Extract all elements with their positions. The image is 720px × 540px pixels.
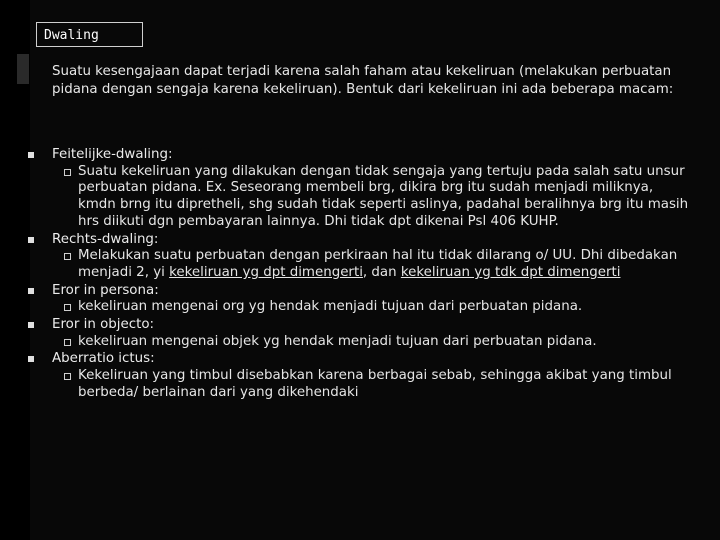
list-item-aberratio (0, 350, 692, 368)
slide-title: Dwaling (36, 22, 143, 47)
item-label: Aberratio ictus: (52, 351, 155, 367)
square-bullet-icon (28, 288, 34, 294)
square-bullet-icon (28, 322, 34, 328)
hollow-square-bullet-icon (64, 169, 71, 176)
list-item-rechts (0, 231, 692, 249)
intro-paragraph: Suatu kesengajaan dapat terjadi karena salah faham atau kekeliruan (melakukan perbuatan pidana dengan sengaja karena kekeliruan). Bentuk dari kekeliruan ini ada beberapa macam: (52, 64, 674, 97)
square-bullet-icon (28, 237, 34, 243)
item-label: Eror in persona: (52, 282, 159, 298)
list-item-eror-objecto (0, 316, 692, 334)
underlined-term: kekeliruan yg dpt dimengerti (169, 264, 363, 280)
hollow-square-bullet-icon (64, 373, 71, 380)
sub-item-feitelijke (0, 164, 690, 231)
hollow-square-bullet-icon (64, 304, 71, 311)
square-bullet-icon (28, 152, 34, 158)
list-item-feitelijke (0, 146, 692, 164)
sub-item-rechts (0, 248, 690, 282)
item-label: Feitelijke-dwaling: (52, 147, 173, 162)
item-label: Eror in objecto: (52, 317, 155, 333)
hollow-square-bullet-icon (64, 253, 71, 260)
sub-item-eror-persona (0, 299, 690, 316)
list-item-eror-persona (0, 282, 692, 300)
underlined-term: kekeliruan yg tdk dpt dimengerti (400, 264, 621, 280)
sub-item-text: Suatu kekeliruan yang dilakukan dengan tidak sengaja yang tertuju pada salah satu unsur perbuatan pidana. Ex. Seseorang membeli brg, dikira brg itu sudah menjadi miliknya, kmdn brng itu dipretheli, shg sudah tidak seperti aslinya, padahal beralihnya brg itu masih hrs diikuti dgn pembayaran lainnya. Dhi tidak dpt dikenai Psl 406 KUHP. (78, 163, 689, 229)
item-label: Rechts-dwaling: (52, 231, 159, 247)
sub-item-text: kekeliruan mengenai org yg hendak menjadi tujuan dari perbuatan pidana. (78, 299, 583, 315)
sub-item-text: , dan (362, 264, 401, 280)
sub-item-text: Kekeliruan yang timbul disebabkan karena berbagai sebab, sehingga akibat yang timbul berbeda/ berlainan dari yang dikehendaki (78, 367, 672, 400)
decorative-bar (17, 54, 29, 84)
bullet-list (0, 146, 720, 401)
hollow-square-bullet-icon (64, 339, 71, 346)
sub-item-eror-objecto (0, 334, 690, 351)
sub-item-text: Melakukan suatu perbuatan dengan perkiraan hal itu tidak dilarang o/ UU. Dhi dibedakan menjadi 2, yi (78, 248, 678, 280)
sub-item-aberratio (0, 368, 690, 402)
sub-item-text: kekeliruan mengenai objek yg hendak menjadi tujuan dari perbuatan pidana. (78, 333, 597, 349)
square-bullet-icon (28, 356, 34, 362)
